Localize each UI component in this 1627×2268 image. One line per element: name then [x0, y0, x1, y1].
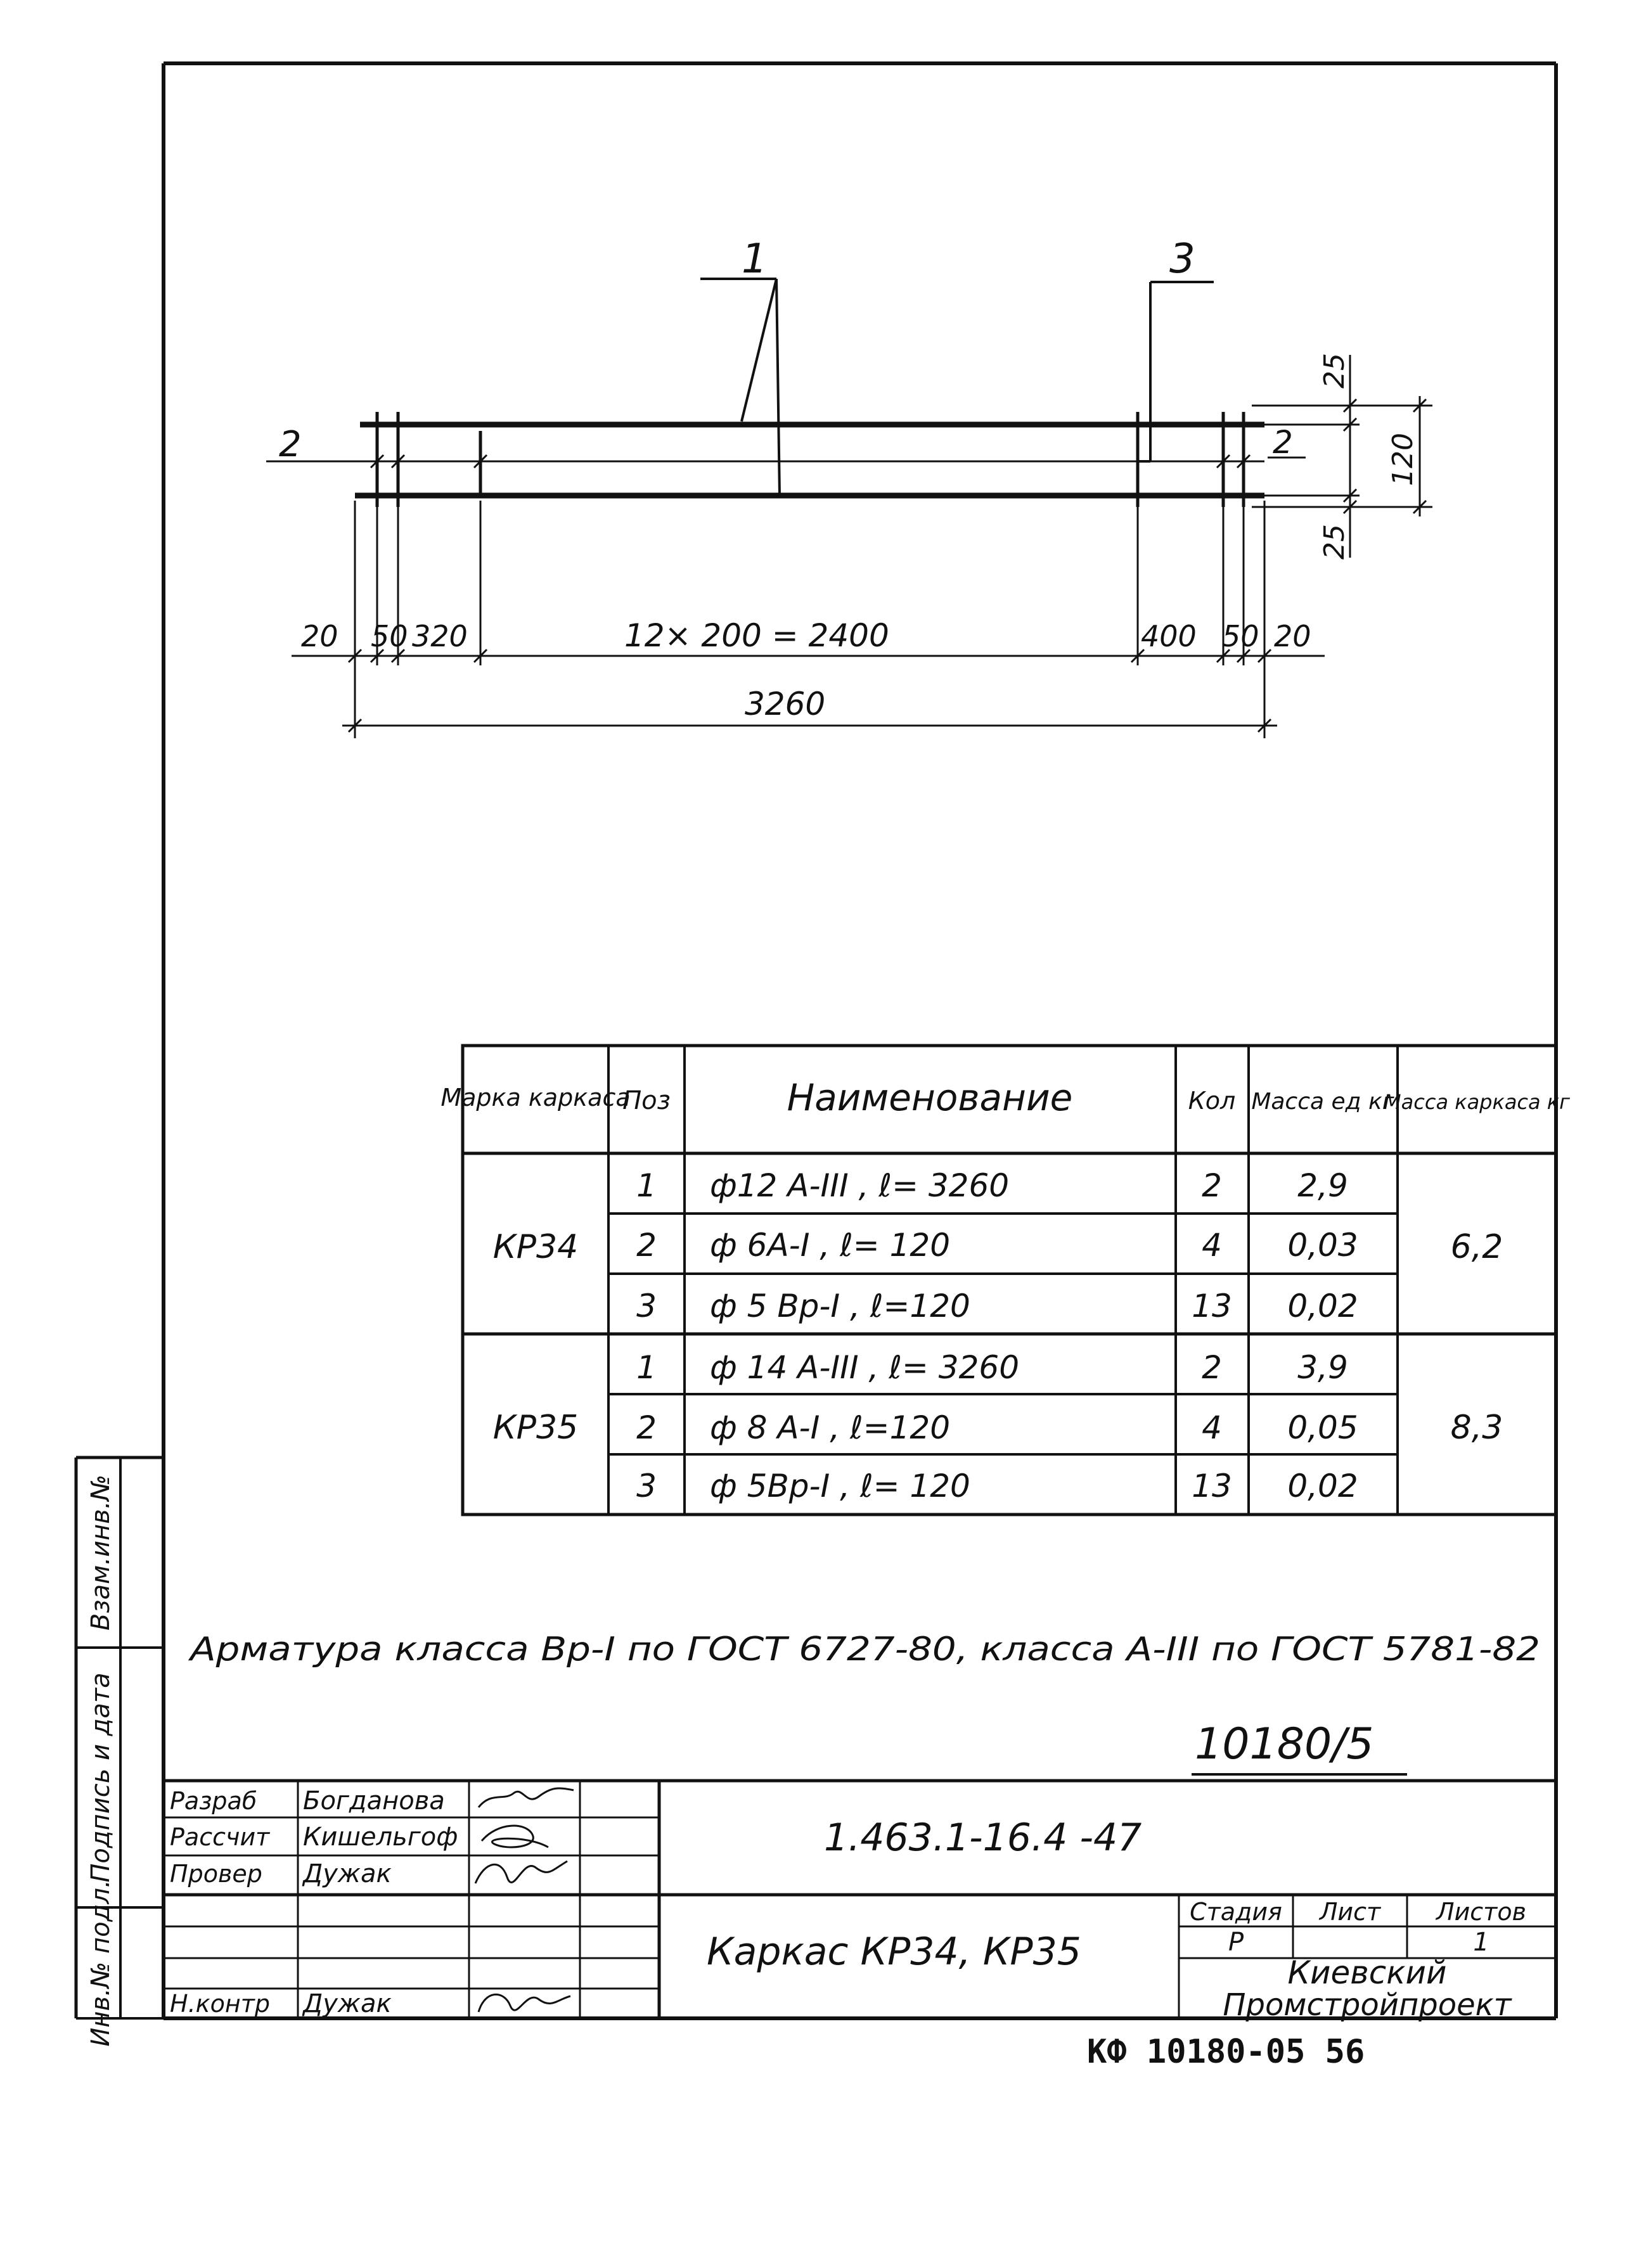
callout-pos-3: 3 — [1169, 236, 1195, 283]
row-pos: 2 — [636, 1227, 657, 1264]
row-qty: 4 — [1202, 1227, 1222, 1264]
row-name: ф 5 Вр‑I , ℓ=120 — [710, 1288, 970, 1324]
side-stamp — [76, 1458, 164, 2047]
role-name: Дужак — [303, 1859, 392, 1888]
role-label: Рассчит — [170, 1823, 270, 1851]
row-qty: 2 — [1202, 1349, 1222, 1386]
stage-label: Стадия — [1190, 1898, 1282, 1926]
dim-25-top: 25 — [1318, 353, 1351, 388]
signature — [475, 1861, 567, 1883]
footer-code: КФ 10180‑05 56 — [1087, 2033, 1365, 2071]
table-row — [636, 1167, 1348, 1204]
role-label: Разраб — [170, 1787, 257, 1815]
row-unit-mass: 0,03 — [1287, 1227, 1358, 1264]
header-mark — [441, 1084, 630, 1112]
side-stamp-signature-date: Подпись и дата — [86, 1672, 115, 1883]
header-pos: Поз — [622, 1086, 671, 1115]
dim-20-right: 20 — [1274, 619, 1311, 653]
signature — [479, 1994, 570, 2012]
row-pos: 3 — [636, 1288, 657, 1324]
row-unit-mass: 0,02 — [1287, 1468, 1358, 1504]
sheet-label: Лист — [1319, 1898, 1381, 1926]
group-mark-kr34: КР34 — [492, 1228, 579, 1266]
dim-50-right: 50 — [1222, 619, 1259, 653]
cage-drawing — [266, 236, 1432, 738]
callout-pos-2-left: 2 — [279, 424, 302, 465]
side-stamp-replaced: Взам.инв.№ — [86, 1474, 115, 1631]
role-name: Богданова — [303, 1786, 445, 1816]
organization-line-2: Промстройпроект — [1223, 1987, 1512, 2023]
general-note: Арматура класса Вр‑I по ГОСТ 6727‑80, класса А‑III по ГОСТ 5781‑82 — [188, 1631, 1540, 1669]
dim-320: 320 — [412, 619, 468, 653]
group-mass-kr34: 6,2 — [1450, 1228, 1503, 1266]
role-label: Н.контр — [170, 1990, 270, 2018]
row-pos: 1 — [636, 1167, 657, 1204]
sheets-label: Листов — [1436, 1898, 1526, 1926]
row-qty: 13 — [1192, 1468, 1232, 1504]
dim-total: 3260 — [745, 686, 826, 722]
table-row — [636, 1349, 1348, 1386]
header-qty: Кол — [1188, 1087, 1236, 1115]
row-unit-mass: 0,02 — [1287, 1288, 1358, 1324]
row-unit-mass: 3,9 — [1297, 1349, 1348, 1386]
signature-row — [170, 1989, 570, 2018]
role-label: Провер — [170, 1860, 262, 1888]
signature — [479, 1788, 574, 1807]
signature-row — [170, 1786, 574, 1816]
role-name: Кишельгоф — [303, 1823, 458, 1852]
row-pos: 1 — [636, 1349, 657, 1386]
row-qty: 13 — [1192, 1288, 1232, 1324]
stage-value: Р — [1228, 1928, 1244, 1957]
dim-20-left: 20 — [301, 619, 338, 653]
dim-50-left: 50 — [371, 619, 408, 653]
dim-400: 400 — [1141, 619, 1197, 653]
dim-spacing: 12× 200 = 2400 — [624, 617, 889, 654]
header-unit-mass: Масса ед кг — [1251, 1089, 1394, 1115]
header-mark-text: Марка каркаса — [441, 1084, 631, 1112]
row-unit-mass: 0,05 — [1287, 1409, 1358, 1446]
dim-120: 120 — [1387, 433, 1419, 486]
signature-row — [170, 1859, 567, 1888]
dim-25-bottom: 25 — [1318, 524, 1351, 560]
row-name: ф 8 A‑I , ℓ=120 — [710, 1409, 951, 1446]
organization-line-1: Киевский — [1287, 1954, 1447, 1991]
row-qty: 4 — [1202, 1409, 1222, 1446]
group-mass-kr35: 8,3 — [1450, 1409, 1503, 1447]
callout-pos-2-right: 2 — [1273, 424, 1293, 461]
side-stamp-inv-no: Инв.№ подл. — [86, 1880, 115, 2047]
row-name: ф12 A‑III , ℓ= 3260 — [710, 1167, 1010, 1204]
document-designation: 1.463.1‑16.4 ‑47 — [824, 1816, 1142, 1860]
row-pos: 3 — [636, 1468, 657, 1504]
role-name: Дужак — [303, 1989, 392, 2018]
row-name: ф 5Вр‑I , ℓ= 120 — [710, 1468, 970, 1504]
row-name: ф 14 A‑III , ℓ= 3260 — [710, 1349, 1020, 1386]
drawing-title: Каркас КР34, КР35 — [707, 1930, 1081, 1974]
title-block — [164, 1781, 1556, 2023]
spec-table — [441, 1046, 1570, 1515]
row-name: ф 6A‑I , ℓ= 120 — [710, 1227, 951, 1264]
signature — [482, 1826, 548, 1847]
signature-row — [170, 1823, 548, 1852]
header-frame-mass: Масса каркаса кг — [1384, 1090, 1570, 1114]
sheets-value: 1 — [1473, 1928, 1489, 1957]
group-mark-kr35: КР35 — [492, 1409, 579, 1447]
row-qty: 2 — [1202, 1167, 1222, 1204]
header-name: Наименование — [787, 1076, 1073, 1119]
row-pos: 2 — [636, 1409, 657, 1446]
callout-pos-1: 1 — [742, 236, 768, 283]
archive-number: 10180/5 — [1195, 1719, 1374, 1769]
row-unit-mass: 2,9 — [1297, 1167, 1348, 1204]
